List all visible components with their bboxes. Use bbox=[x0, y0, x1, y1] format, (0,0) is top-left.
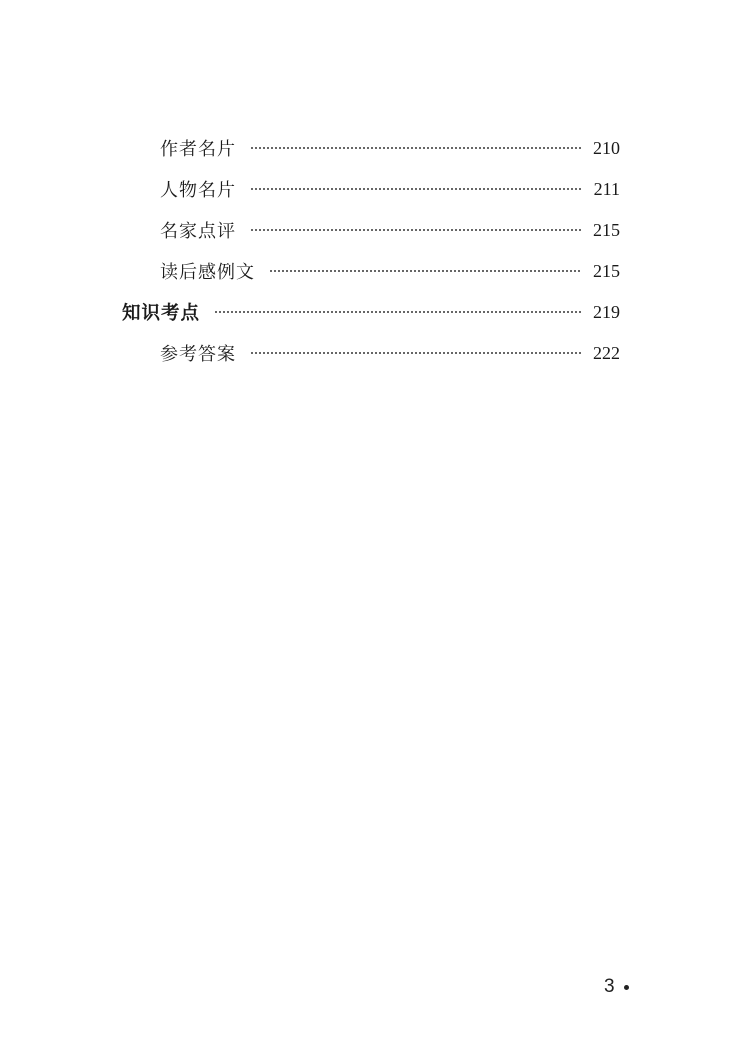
toc-entry-character-profile[interactable] bbox=[160, 174, 620, 204]
toc-entry-answer-key[interactable] bbox=[160, 338, 620, 368]
dot-leader bbox=[250, 188, 582, 190]
dot-leader bbox=[214, 311, 582, 313]
toc-entry-page: 219 bbox=[593, 301, 620, 322]
toc-entry-page: 215 bbox=[593, 260, 620, 281]
dot-leader bbox=[269, 270, 582, 272]
toc-entry-title: 名家点评 bbox=[160, 221, 236, 242]
toc-entry-page: 222 bbox=[593, 342, 620, 363]
toc-entry-title: 作者名片 bbox=[160, 139, 236, 160]
toc-entry-title: 读后感例文 bbox=[160, 262, 255, 283]
toc-entry-page: 211 bbox=[593, 178, 620, 199]
page-number: 3 bbox=[604, 976, 615, 997]
bullet-dot-icon bbox=[624, 985, 629, 990]
toc-entry-author-profile[interactable] bbox=[160, 133, 620, 163]
toc-entry-knowledge-points[interactable] bbox=[122, 297, 620, 327]
toc-entry-reading-essay[interactable] bbox=[160, 256, 620, 286]
toc-entry-title: 知识考点 bbox=[122, 303, 201, 324]
dot-leader bbox=[250, 352, 582, 354]
page-footer bbox=[604, 972, 629, 1002]
toc-entry-page: 215 bbox=[593, 219, 620, 240]
toc-entry-title: 参考答案 bbox=[160, 344, 236, 365]
dot-leader bbox=[250, 229, 582, 231]
toc-entry-page: 210 bbox=[593, 137, 620, 158]
toc-entry-expert-review[interactable] bbox=[160, 215, 620, 245]
dot-leader bbox=[250, 147, 582, 149]
toc-entry-title: 人物名片 bbox=[160, 180, 236, 201]
